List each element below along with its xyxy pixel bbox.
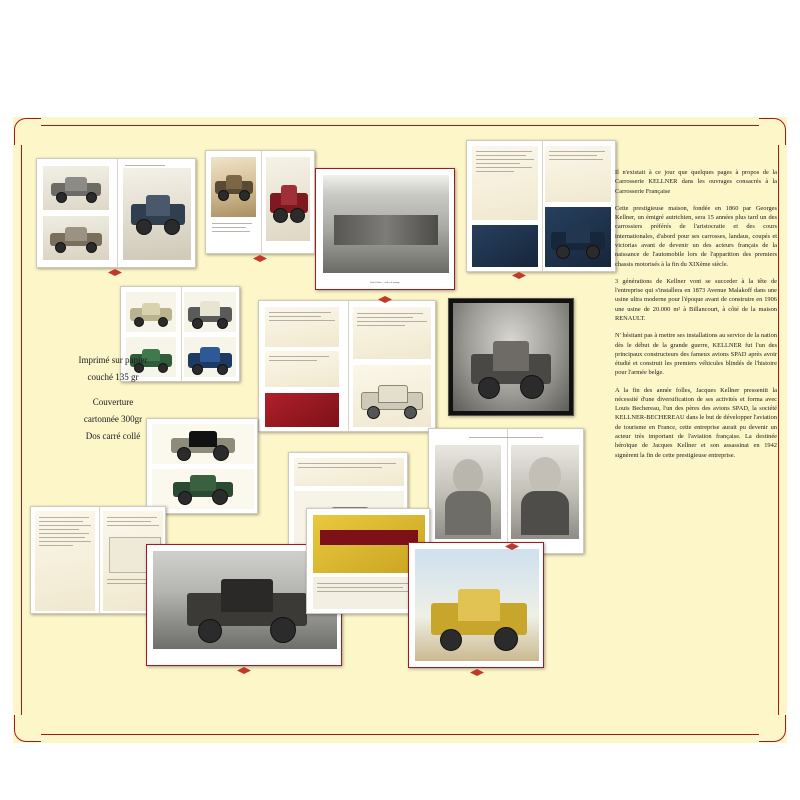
spec-line-3: Couverture xyxy=(92,397,134,408)
history-text-column xyxy=(615,168,777,460)
list-item[interactable] xyxy=(36,158,196,268)
booklet-title-band xyxy=(320,530,419,545)
spec-line-5: Dos carré collé xyxy=(85,431,141,442)
spec-line-4: cartonnée 300gr xyxy=(83,414,143,425)
list-item[interactable] xyxy=(258,300,436,432)
list-item[interactable] xyxy=(205,150,315,254)
marker-icon xyxy=(505,543,519,550)
list-item[interactable] xyxy=(408,542,544,668)
thumbnail-caption: Usine Kellner — atelier de montage xyxy=(369,281,401,284)
paragraph-wartime: N' hésitant pas à mettre ses installations au service de la nation dès le début de la grande guerre, KELLNER fut l'un des principaux constructeurs des fameux avions SPAD après avoir étudié et construit les premiers véhicules blindés de l'histoire pour l'armée belge. xyxy=(615,332,777,377)
paragraph-intro: Il n'existait à ce jour que quelques pages à propos de la Carrosserie KELLNER dans les ouvrages consacrés à la Carrosserie Française xyxy=(615,169,777,195)
list-item[interactable] xyxy=(315,168,455,290)
paragraph-aviation: A la fin des année folles, Jacques Kellner pressentit la nécessité d'une diversification de ses activités et forma avec Louis Bechereau, l'un des pères des avions SPAD, la société KELLNER-BECHEREAU dans le but de développer l'aviation de tourisme en France, cette entreprise aurait pu devenir un acteur très important de l'aviation française. La destinée héroïque de Jacques Kellner et son assassinat en 1942 signèrent la fin de cette prestigieuse entreprise. xyxy=(615,386,777,459)
print-specs-block xyxy=(18,352,208,445)
marker-icon xyxy=(512,272,526,279)
spec-line-2: couché 135 gr xyxy=(87,372,139,383)
corner-ornament-top-right xyxy=(759,118,786,145)
list-item[interactable] xyxy=(466,140,616,272)
marker-icon xyxy=(378,296,392,303)
list-item[interactable] xyxy=(428,428,584,554)
marker-icon xyxy=(470,669,484,676)
spec-line-1: Imprimé sur papier xyxy=(78,355,148,365)
corner-ornament-top-left xyxy=(14,118,41,145)
marker-icon xyxy=(237,667,251,674)
list-item[interactable] xyxy=(448,298,574,416)
marker-icon xyxy=(108,269,122,276)
marker-icon xyxy=(253,255,267,262)
paragraph-generations: 3 générations de Kellner vont se succeder à la tête de l'entreprise qui s'installera en 1873 Avenue Malakoff dans une usine ultra moderne pour l'époque avant de construire en 1906 une usine de 20.000 m² à Billancourt, à côté de la maison RENAULT. xyxy=(615,277,777,322)
corner-ornament-bottom-left xyxy=(14,715,41,742)
paragraph-founding: Cette prestigieuse maison, fondée en 1860 par Georges Kellner, un émigré autrichien, sera 15 années plus tard un des carrossiers préférés de l'aristocratie et des cours internationales, d'abord pour ses carrosses, landaus, coupés et victorias avant de devenir un des acteurs français de la naissance de l'automobile lors de l'apparition des premiers chassis motorisés à la fin du XIXème siècle. xyxy=(615,204,777,268)
corner-ornament-bottom-right xyxy=(759,715,786,742)
